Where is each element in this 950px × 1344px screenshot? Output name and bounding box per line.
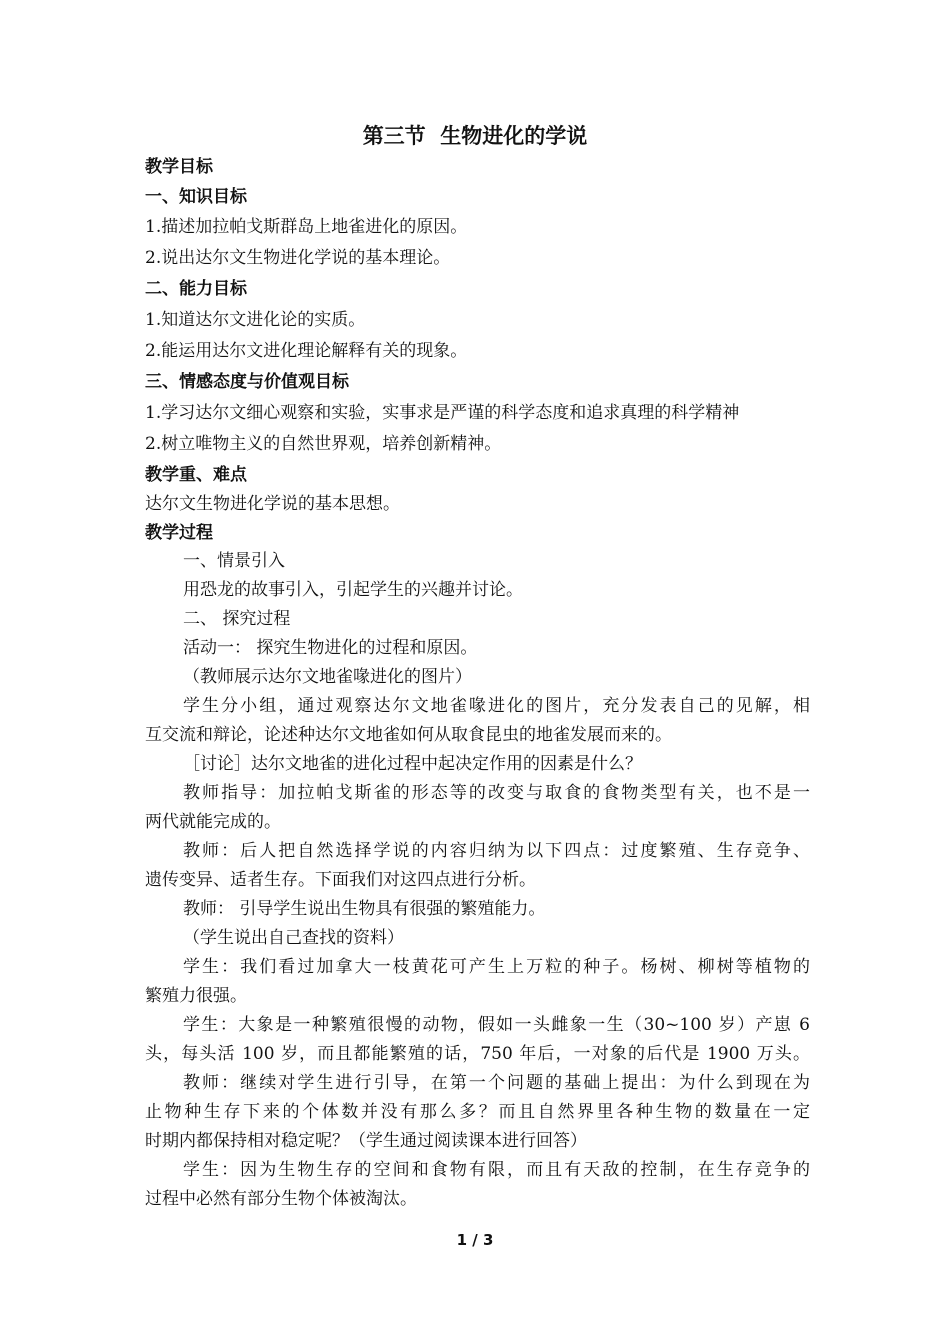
paragraph-line: 时期内都保持相对稳定呢？（学生通过阅读课本进行回答） [145,1131,587,1151]
paragraph-line: 一、情景引入 [183,551,285,571]
paragraph-line: 学生：大象是一种繁殖很慢的动物，假如一头雌象一生（30~100 岁）产崽 6 [183,1015,810,1035]
paragraph-line: 活动一： 探究生物进化的过程和原因。 [183,638,478,658]
subsection-heading: 二、能力目标 [145,279,247,299]
paragraph-line: 两代就能完成的。 [145,812,281,832]
paragraph-line: 教师指导：加拉帕戈斯雀的形态等的改变与取食的食物类型有关，也不是一 [183,783,810,803]
paragraph-line: 学生：因为生物生存的空间和食物有限，而且有天敌的控制，在生存竞争的 [183,1160,810,1180]
paragraph-line: 过程中必然有部分生物个体被淘汰。 [145,1189,417,1209]
subsection-heading: 一、知识目标 [145,187,247,207]
paragraph-line: （学生说出自己查找的资料） [183,928,404,948]
paragraph-line: 用恐龙的故事引入，引起学生的兴趣并讨论。 [183,580,523,600]
section-heading: 教学目标 [145,157,213,177]
page-title: 第三节 生物进化的学说 [362,124,588,148]
paragraph-line: 遗传变异、适者生存。下面我们对这四点进行分析。 [145,870,536,890]
paragraph-line: 1.描述加拉帕戈斯群岛上地雀进化的原因。 [145,217,468,237]
paragraph-line: 繁殖力很强。 [145,986,247,1006]
paragraph-line: 1.学习达尔文细心观察和实验，实事求是严谨的科学态度和追求真理的科学精神 [145,403,740,423]
page-number: 1 / 3 [456,1231,494,1249]
paragraph-line: ［讨论］达尔文地雀的进化过程中起决定作用的因素是什么？ [183,754,642,774]
paragraph-line: 学生：我们看过加拿大一枝黄花可产生上万粒的种子。杨树、柳树等植物的 [183,957,810,977]
paragraph-line: 1.知道达尔文进化论的实质。 [145,310,366,330]
paragraph-line: 头，每头活 100 岁，而且都能繁殖的话，750 年后，一对象的后代是 1900 万头。 [145,1044,810,1064]
paragraph-line: 互交流和辩论，论述种达尔文地雀如何从取食昆虫的地雀发展而来的。 [145,725,672,745]
paragraph-line: 教师：继续对学生进行引导，在第一个问题的基础上提出：为什么到现在为 [183,1073,810,1093]
paragraph-line: 止物种生存下来的个体数并没有那么多？而且自然界里各种生物的数量在一定 [145,1102,810,1122]
paragraph-line: 学生分小组，通过观察达尔文地雀喙进化的图片，充分发表自己的见解，相 [183,696,810,716]
subsection-heading: 三、情感态度与价值观目标 [145,372,349,392]
paragraph-line: 2.能运用达尔文进化理论解释有关的现象。 [145,341,468,361]
paragraph-line: 2.树立唯物主义的自然世界观，培养创新精神。 [145,434,502,454]
paragraph-line: 二、 探究过程 [183,609,291,629]
section-heading: 教学过程 [145,523,213,543]
paragraph-line: 2.说出达尔文生物进化学说的基本理论。 [145,248,451,268]
paragraph-line: 教师： 引导学生说出生物具有很强的繁殖能力。 [183,899,546,919]
paragraph-line: （教师展示达尔文地雀喙进化的图片） [183,667,472,687]
paragraph-line: 达尔文生物进化学说的基本思想。 [145,494,400,514]
paragraph-line: 教师：后人把自然选择学说的内容归纳为以下四点：过度繁殖、生存竞争、 [183,841,810,861]
section-heading: 教学重、难点 [145,465,247,485]
